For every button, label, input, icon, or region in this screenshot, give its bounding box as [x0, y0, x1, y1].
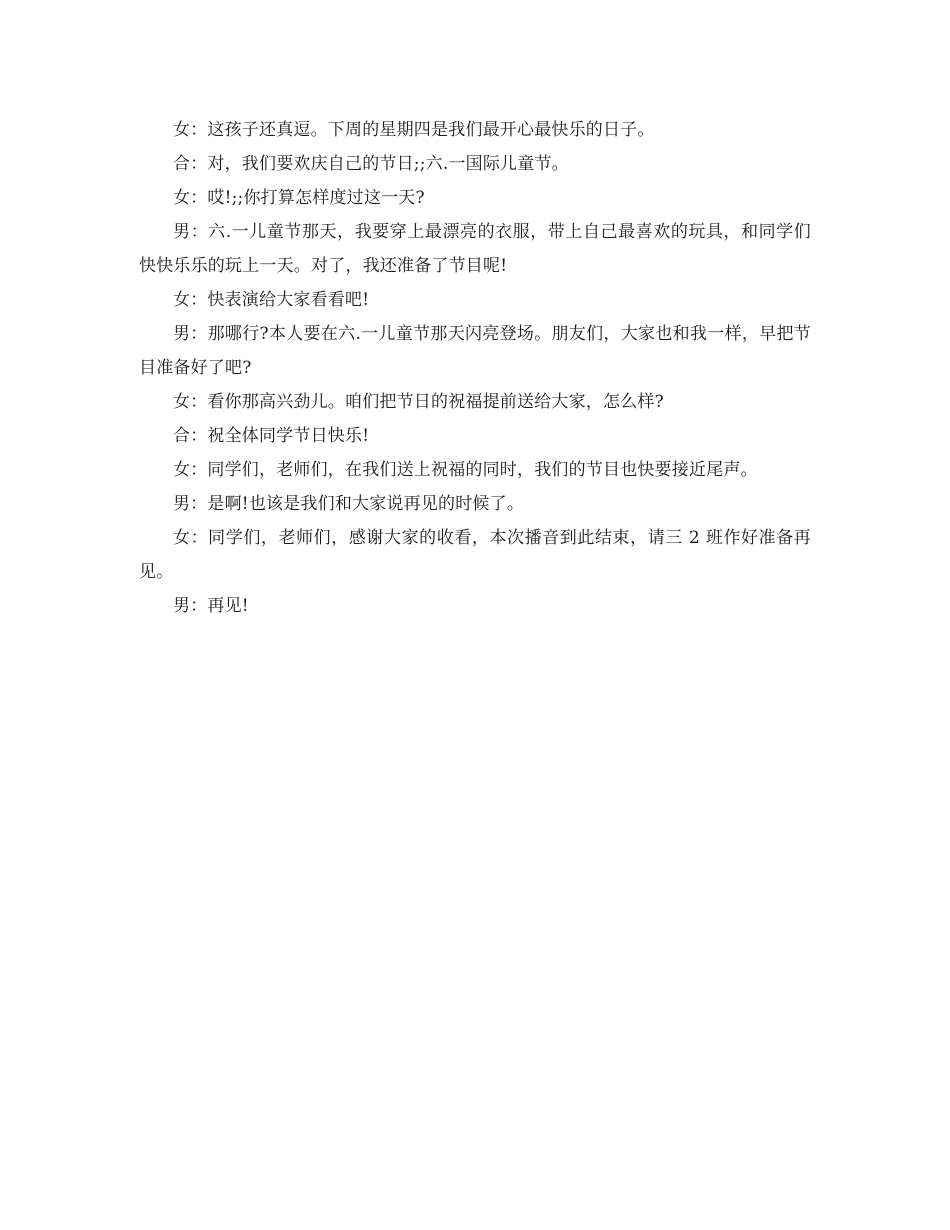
- paragraph: 合：祝全体同学节日快乐!: [173, 426, 370, 446]
- paragraph: 男：那哪行?本人要在六.一儿童节那天闪亮登场。朋友们，大家也和我一样，早把节目准备好了吧?: [139, 324, 811, 378]
- paragraph: 女：同学们，老师们，在我们送上祝福的同时，我们的节目也快要接近尾声。: [173, 460, 758, 480]
- paragraph: 女：同学们，老师们，感谢大家的收看，本次播音到此结束，请三 2 班作好准备再见。: [139, 528, 811, 582]
- paragraph: 女：看你那高兴劲儿。咱们把节日的祝福提前送给大家，怎么样?: [173, 392, 664, 412]
- paragraph: 男：再见!: [173, 596, 249, 616]
- paragraph: 男：是啊!也该是我们和大家说再见的时候了。: [173, 494, 525, 514]
- paragraph: 女：快表演给大家看看吧!: [173, 290, 370, 310]
- paragraph: 合：对，我们要欢庆自己的节日;;六.一国际儿童节。: [173, 154, 569, 174]
- document-body: [139, 113, 811, 623]
- paragraph: 女：这孩子还真逗。下周的星期四是我们最开心最快乐的日子。: [173, 120, 655, 140]
- paragraph: 男：六.一儿童节那天，我要穿上最漂亮的衣服，带上自己最喜欢的玩具，和同学们快快乐乐的玩上一天。对了，我还准备了节目呢!: [139, 222, 811, 276]
- paragraph: 女：哎!;;你打算怎样度过这一天?: [173, 188, 425, 208]
